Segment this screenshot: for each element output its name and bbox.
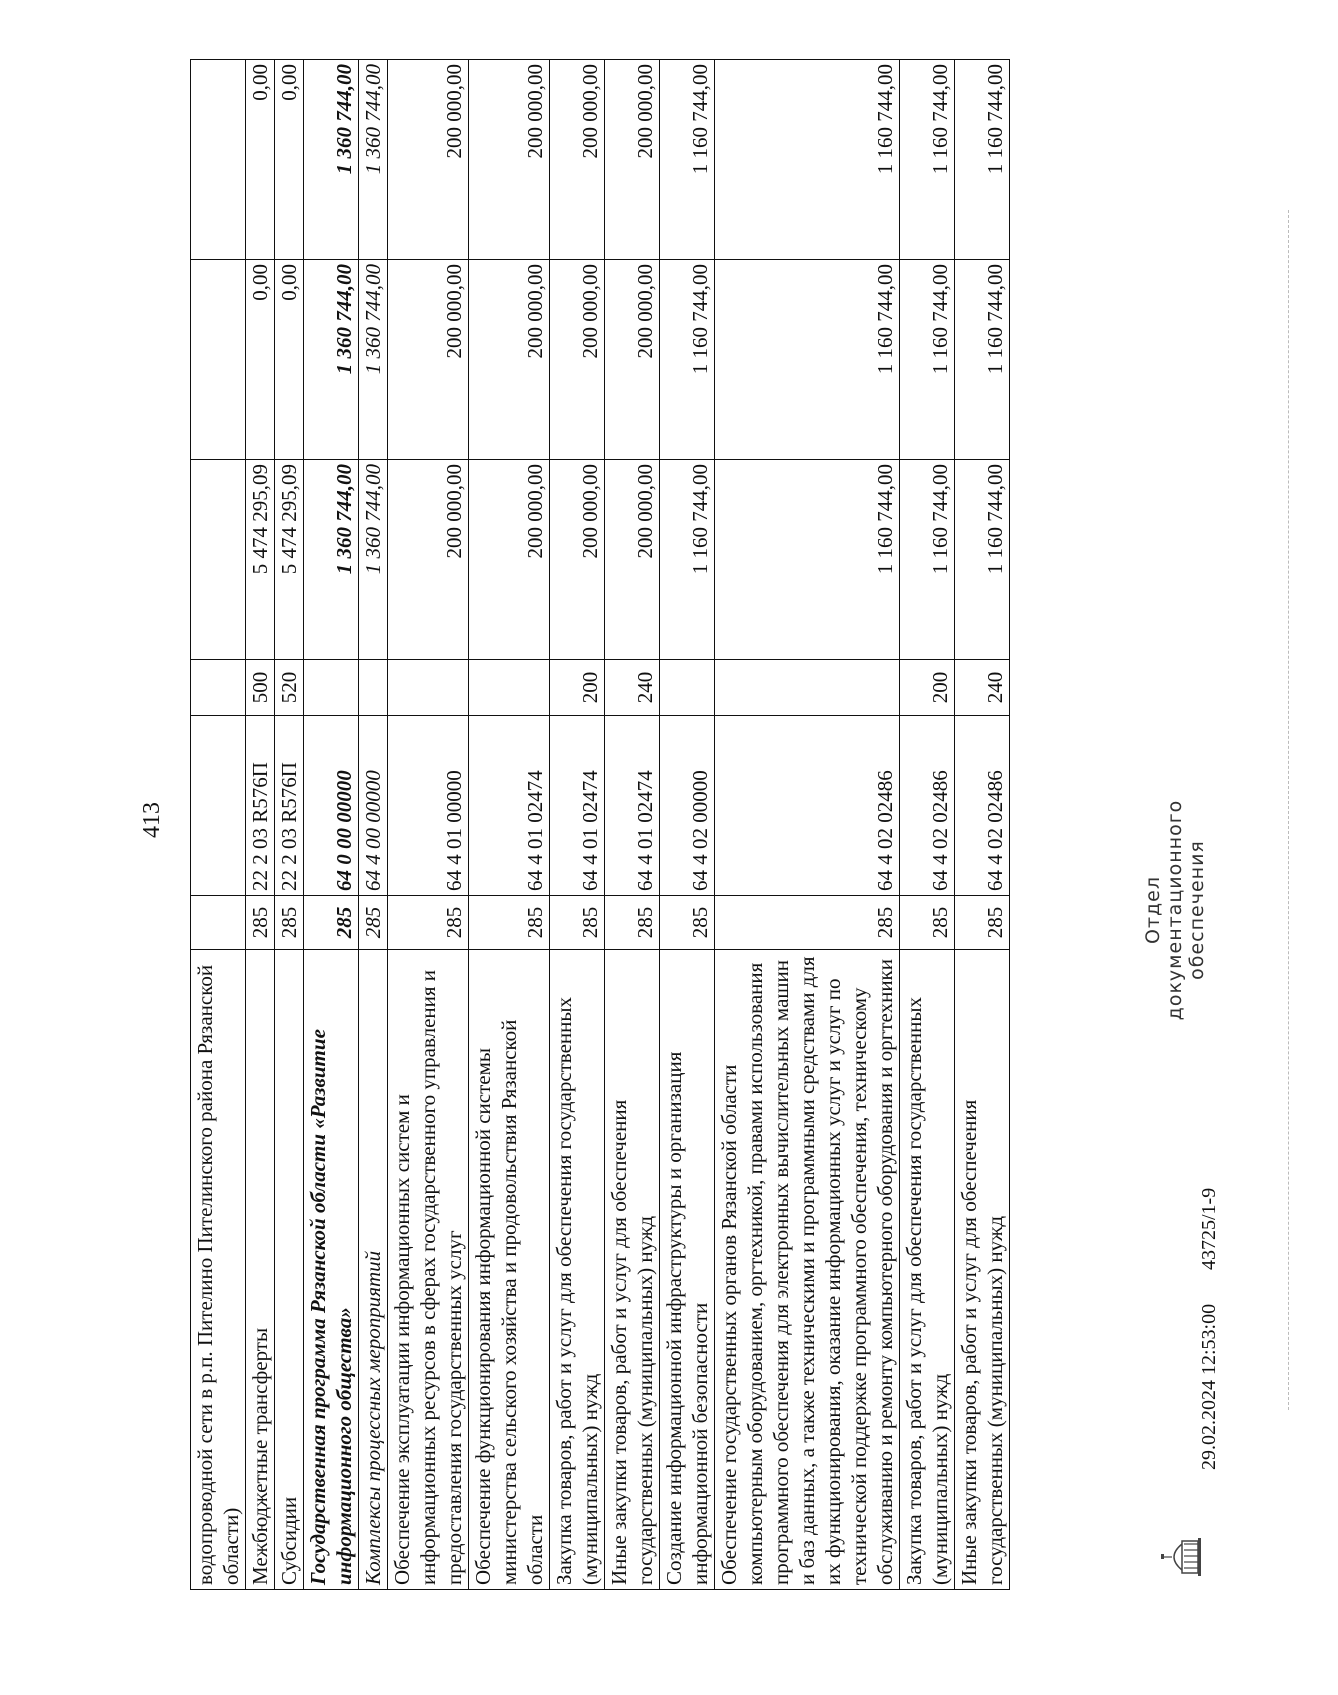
amount-2: 0,00 bbox=[246, 260, 275, 460]
expense-type bbox=[715, 660, 900, 716]
expense-type: 200 bbox=[900, 660, 955, 716]
amount-3: 200 000,00 bbox=[605, 60, 660, 260]
amount-3: 200 000,00 bbox=[388, 60, 469, 260]
table-row bbox=[359, 60, 388, 1590]
amount-3: 1 360 744,00 bbox=[359, 60, 388, 260]
target-article: 22 2 03 R576П bbox=[246, 716, 275, 896]
target-article: 22 2 03 R576П bbox=[275, 716, 304, 896]
target-article bbox=[191, 716, 246, 896]
amount-2: 0,00 bbox=[275, 260, 304, 460]
amount-1: 1 360 744,00 bbox=[304, 460, 359, 660]
table-row bbox=[900, 60, 955, 1590]
expense-type: 500 bbox=[246, 660, 275, 716]
row-name: Закупка товаров, работ и услуг для обеспечения государственных (муниципальных) нужд bbox=[550, 950, 605, 1590]
expense-type: 240 bbox=[955, 660, 1010, 716]
expense-type: 200 bbox=[550, 660, 605, 716]
ministry-code: 285 bbox=[955, 896, 1010, 950]
target-article: 64 4 02 00000 bbox=[660, 716, 715, 896]
ministry-code: 285 bbox=[275, 896, 304, 950]
table-row bbox=[955, 60, 1010, 1590]
ministry-code: 285 bbox=[359, 896, 388, 950]
amount-3: 1 160 744,00 bbox=[660, 60, 715, 260]
amount-1: 200 000,00 bbox=[469, 460, 550, 660]
expense-type bbox=[304, 660, 359, 716]
footer-date: 29.02.2024 12:53:00 bbox=[1198, 1303, 1220, 1470]
row-name: водопроводной сети в р.п. Пителино Пителинского района Рязанской области) bbox=[191, 950, 246, 1590]
amount-1: 200 000,00 bbox=[388, 460, 469, 660]
table-row bbox=[715, 60, 900, 1590]
target-article: 64 0 00 00000 bbox=[304, 716, 359, 896]
ministry-code: 285 bbox=[246, 896, 275, 950]
amount-3: 0,00 bbox=[246, 60, 275, 260]
amount-1: 1 160 744,00 bbox=[900, 460, 955, 660]
target-article: 64 4 01 02474 bbox=[605, 716, 660, 896]
amount-2: 1 160 744,00 bbox=[900, 260, 955, 460]
amount-3: 1 360 744,00 bbox=[304, 60, 359, 260]
amount-3: 1 160 744,00 bbox=[715, 60, 900, 260]
amount-2: 1 160 744,00 bbox=[660, 260, 715, 460]
amount-1: 1 360 744,00 bbox=[359, 460, 388, 660]
table-row bbox=[191, 60, 246, 1590]
table-row bbox=[304, 60, 359, 1590]
amount-2 bbox=[191, 260, 246, 460]
amount-2: 200 000,00 bbox=[388, 260, 469, 460]
amount-2: 1 360 744,00 bbox=[304, 260, 359, 460]
row-name: Иные закупки товаров, работ и услуг для обеспечения государственных (муниципальных) нужд bbox=[605, 950, 660, 1590]
amount-1: 1 160 744,00 bbox=[955, 460, 1010, 660]
amount-3 bbox=[191, 60, 246, 260]
table-row bbox=[605, 60, 660, 1590]
budget-table bbox=[190, 59, 1010, 1590]
ministry-code: 285 bbox=[550, 896, 605, 950]
ministry-code: 285 bbox=[715, 896, 900, 950]
row-name: Создание информационной инфраструктуры и организация информационной безопасности bbox=[660, 950, 715, 1590]
row-name: Межбюджетные трансферты bbox=[246, 950, 275, 1590]
ministry-code: 285 bbox=[605, 896, 660, 950]
amount-1: 1 160 744,00 bbox=[715, 460, 900, 660]
ministry-code: 285 bbox=[388, 896, 469, 950]
scan-artifact-line bbox=[1288, 210, 1289, 1410]
amount-3: 200 000,00 bbox=[469, 60, 550, 260]
amount-3: 200 000,00 bbox=[550, 60, 605, 260]
table-row bbox=[469, 60, 550, 1590]
amount-2: 1 360 744,00 bbox=[359, 260, 388, 460]
department-line-2: обеспечения bbox=[1186, 840, 1208, 980]
target-article: 64 4 01 00000 bbox=[388, 716, 469, 896]
table-row bbox=[275, 60, 304, 1590]
target-article: 64 4 02 02486 bbox=[900, 716, 955, 896]
expense-type bbox=[660, 660, 715, 716]
target-article: 64 4 02 02486 bbox=[955, 716, 1010, 896]
amount-2: 200 000,00 bbox=[550, 260, 605, 460]
amount-1: 200 000,00 bbox=[605, 460, 660, 660]
row-name: Субсидии bbox=[275, 950, 304, 1590]
amount-1: 1 160 744,00 bbox=[660, 460, 715, 660]
table-row bbox=[246, 60, 275, 1590]
amount-1 bbox=[191, 460, 246, 660]
amount-2: 1 160 744,00 bbox=[955, 260, 1010, 460]
footer-doc-number: 43725/1-9 bbox=[1198, 1187, 1220, 1270]
row-name: Обеспечение эксплуатации информационных систем и информационных ресурсов в сферах государственного управления и предоставления государственных услуг bbox=[388, 950, 469, 1590]
expense-type bbox=[388, 660, 469, 716]
table-row bbox=[660, 60, 715, 1590]
amount-3: 0,00 bbox=[275, 60, 304, 260]
amount-3: 1 160 744,00 bbox=[955, 60, 1010, 260]
amount-1: 200 000,00 bbox=[550, 460, 605, 660]
expense-type bbox=[191, 660, 246, 716]
amount-2: 200 000,00 bbox=[605, 260, 660, 460]
target-article: 64 4 01 02474 bbox=[550, 716, 605, 896]
ministry-code: 285 bbox=[469, 896, 550, 950]
row-name: Обеспечение государственных органов Рязанской области компьютерным оборудованием, оргтехникой, правами использования программного обеспечения для электронных вычислительных машин и баз данных, а также техническими и программными средствами для их функционирования, оказание информационных услуг и услуг по технической поддержке программного обеспечения, техническому обслуживанию и ремонту компьютерного оборудования и оргтехники bbox=[715, 950, 900, 1590]
row-name: Комплексы процессных мероприятий bbox=[359, 950, 388, 1590]
amount-2: 1 160 744,00 bbox=[715, 260, 900, 460]
amount-2: 200 000,00 bbox=[469, 260, 550, 460]
target-article: 64 4 02 02486 bbox=[715, 716, 900, 896]
rotated-page bbox=[138, 50, 1220, 1590]
department-line-1: Отдел документационного bbox=[1142, 799, 1186, 1021]
expense-type bbox=[469, 660, 550, 716]
target-article: 64 4 00 00000 bbox=[359, 716, 388, 896]
table-row bbox=[388, 60, 469, 1590]
ministry-code: 285 bbox=[900, 896, 955, 950]
amount-3: 1 160 744,00 bbox=[900, 60, 955, 260]
department-stamp bbox=[1142, 790, 1208, 1030]
ministry-code: 285 bbox=[304, 896, 359, 950]
target-article: 64 4 01 02474 bbox=[469, 716, 550, 896]
row-name: Закупка товаров, работ и услуг для обеспечения государственных (муниципальных) нужд bbox=[900, 950, 955, 1590]
expense-type: 520 bbox=[275, 660, 304, 716]
table-row bbox=[550, 60, 605, 1590]
amount-1: 5 474 295,09 bbox=[275, 460, 304, 660]
expense-type: 240 bbox=[605, 660, 660, 716]
amount-1: 5 474 295,09 bbox=[246, 460, 275, 660]
ministry-code bbox=[191, 896, 246, 950]
page-number: 413 bbox=[139, 802, 165, 838]
expense-type bbox=[359, 660, 388, 716]
row-name: Государственная программа Рязанской области «Развитие информационного общества» bbox=[304, 950, 359, 1590]
ministry-code: 285 bbox=[660, 896, 715, 950]
footer-stamp bbox=[1138, 90, 1338, 1590]
duma-building-icon bbox=[1160, 1534, 1206, 1580]
row-name: Обеспечение функционирования информационной системы министерства сельского хозяйства и продовольствия Рязанской области bbox=[469, 950, 550, 1590]
row-name: Иные закупки товаров, работ и услуг для обеспечения государственных (муниципальных) нужд bbox=[955, 950, 1010, 1590]
